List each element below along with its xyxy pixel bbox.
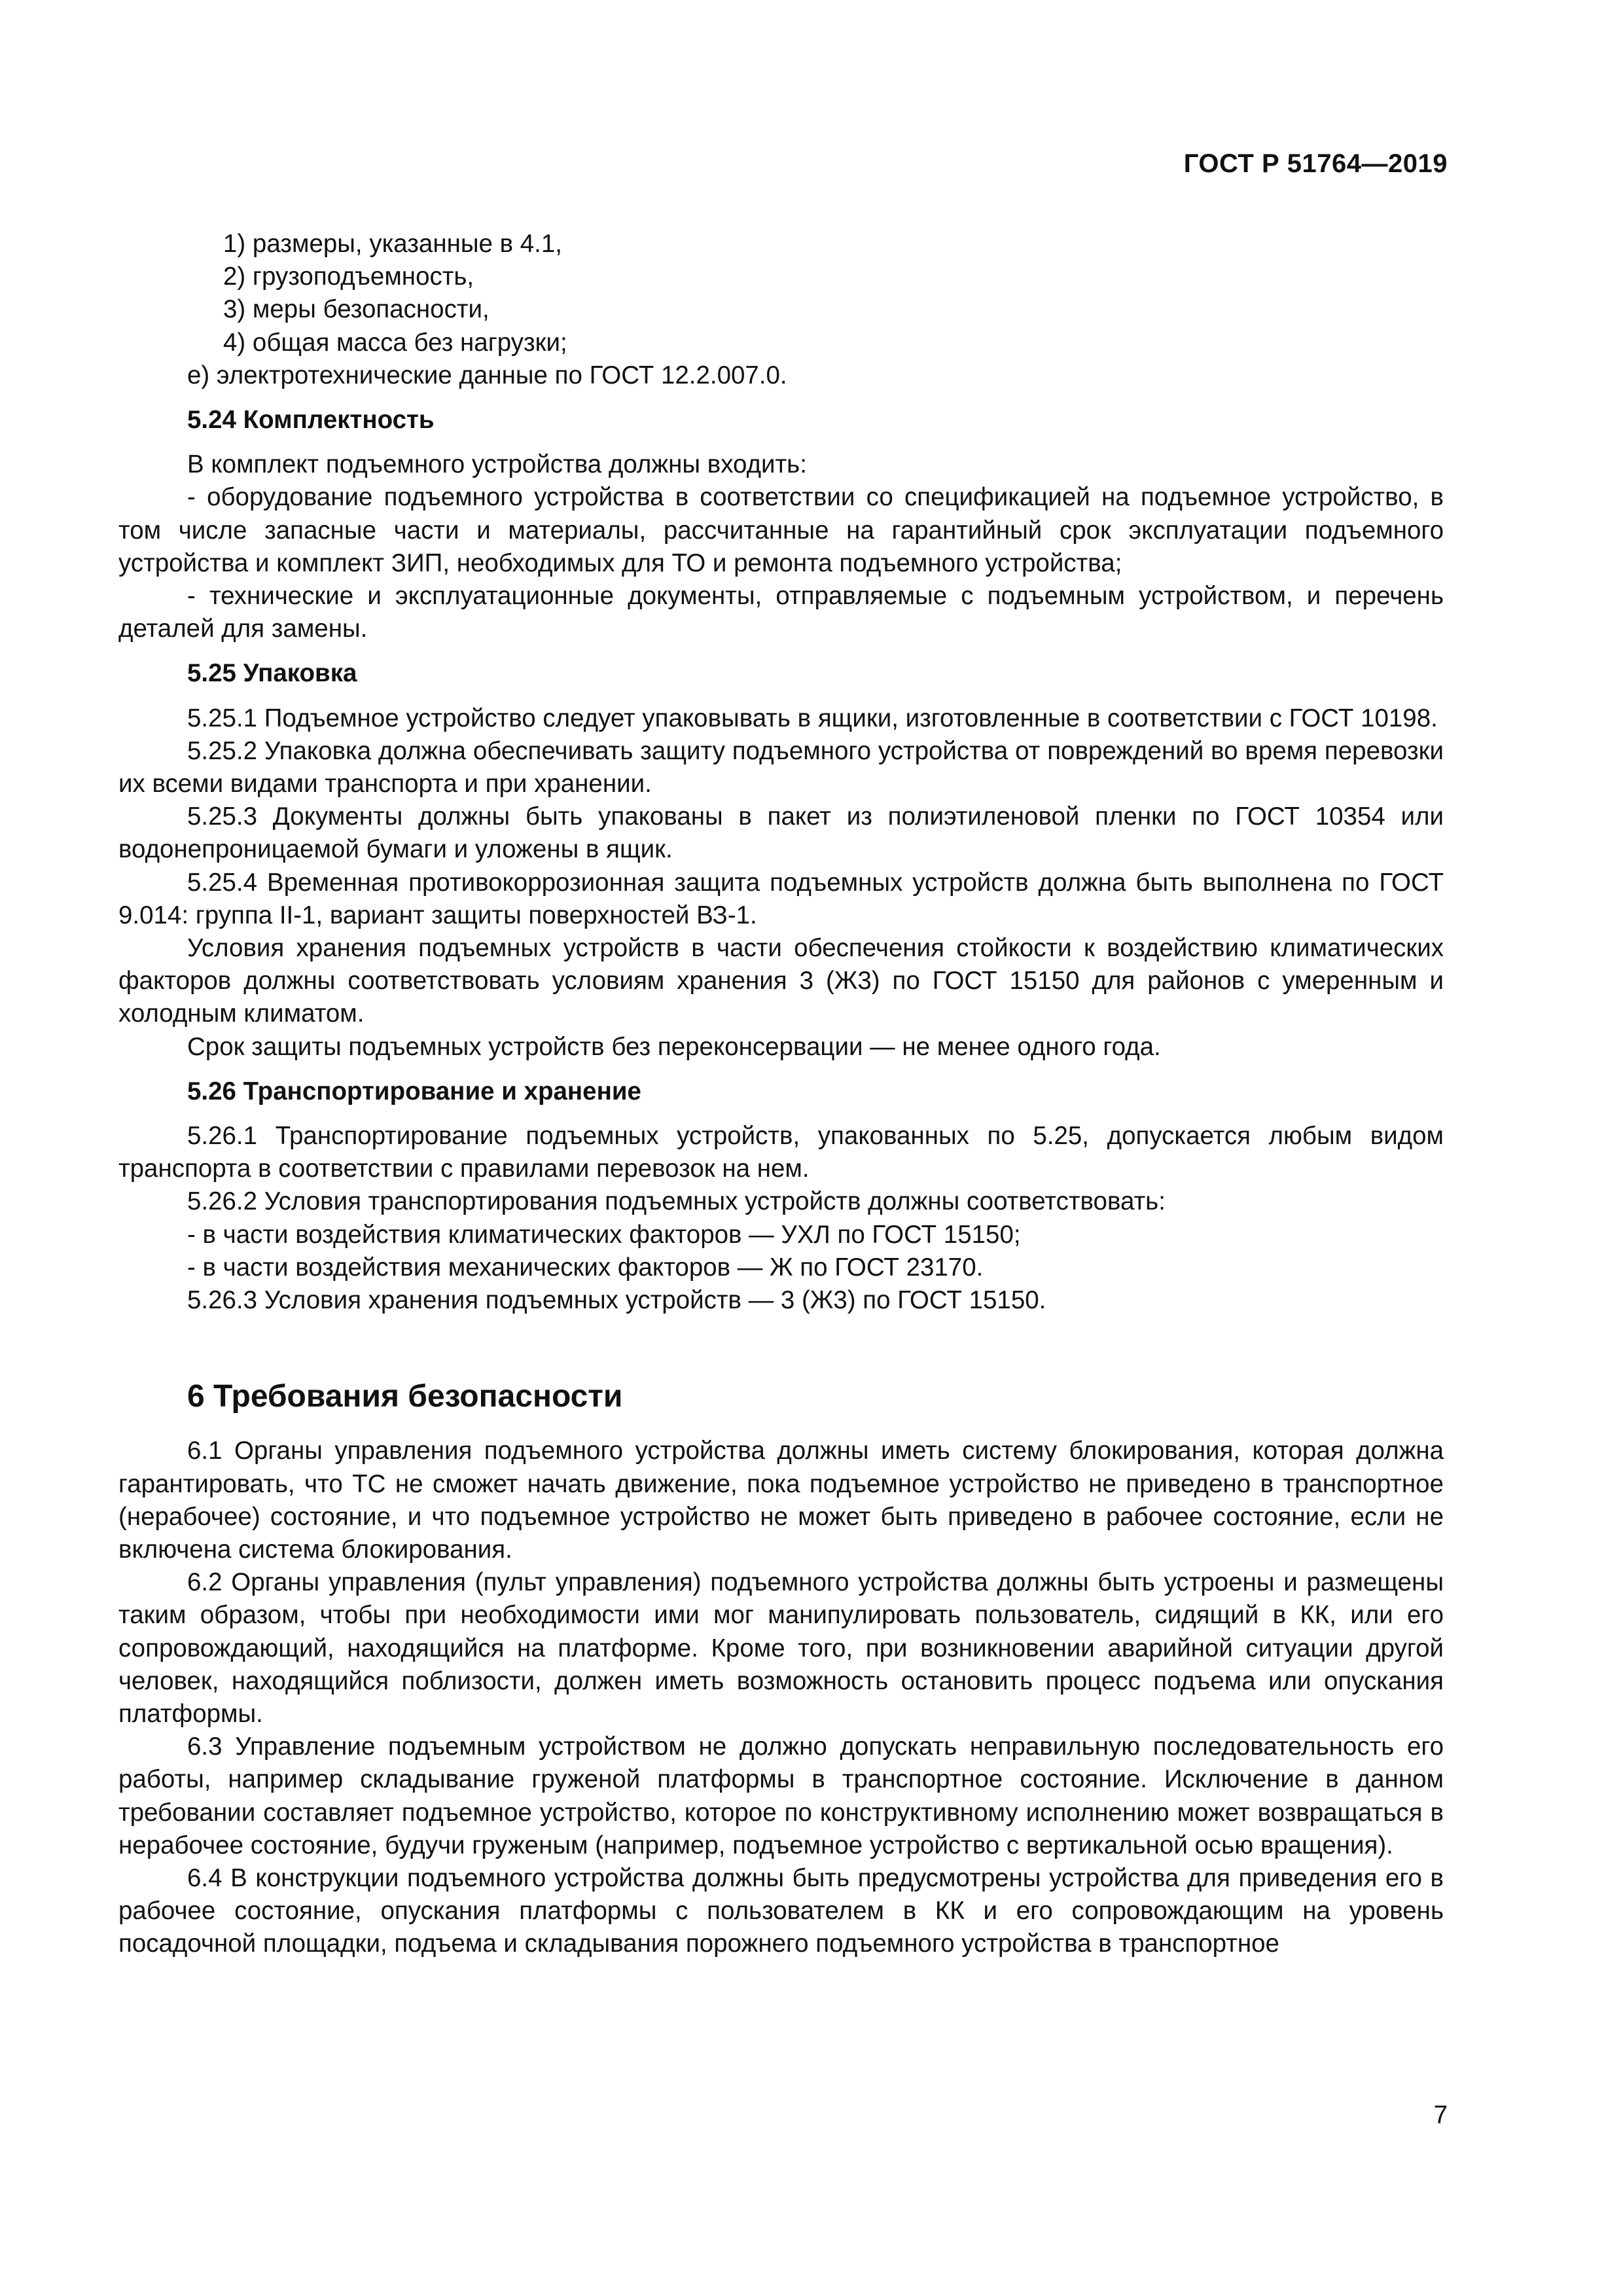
paragraph: 5.26.2 Условия транспортирования подъемных устройств должны соответствовать: — [187, 1187, 1166, 1216]
document-body — [118, 228, 1444, 1961]
list-item: 3) меры безопасности, — [223, 295, 490, 324]
list-item: 1) размеры, указанные в 4.1, — [223, 230, 562, 258]
paragraph: 5.25.1 Подъемное устройство следует упаковывать в ящики, изготовленные в соответствии с ГОСТ 10198. — [187, 704, 1438, 732]
section-heading: 5.24 Комплектность — [187, 406, 435, 435]
paragraph: 5.25.3 Документы должны быть упакованы в пакет из полиэтиленовой пленки по ГОСТ 10354 или водонепроницаемой бумаги и уложены в ящик. — [118, 802, 1444, 864]
document-header: ГОСТ Р 51764—2019 — [1183, 149, 1448, 178]
paragraph: 5.25.4 Временная противокоррозионная защита подъемных устройств должна быть выполнена по ГОСТ 9.014: группа II-1, вариант защиты поверхностей ВЗ-1. — [118, 868, 1444, 929]
paragraph: 6.3 Управление подъемным устройством не должно допускать неправильную последовательность его работы, например складывание груженой платформы в транспортное состояние. Исключение в данном требовании составляет подъемное устройство, которое по конструктивному исполнению может возвращаться в нерабочее состояние, будучи груженым (например, подъемное устройство с вертикальной осью вращения). — [118, 1732, 1444, 1859]
chapter-heading: 6 Требования безопасности — [187, 1379, 623, 1414]
list-item: е) электротехнические данные по ГОСТ 12.2.007.0. — [187, 361, 787, 389]
page-number: 7 — [1433, 2101, 1448, 2129]
list-item: 4) общая масса без нагрузки; — [223, 328, 567, 357]
section-heading: 5.25 Упаковка — [187, 659, 357, 688]
paragraph: - в части воздействия механических факторов — Ж по ГОСТ 23170. — [187, 1253, 984, 1282]
paragraph: Срок защиты подъемных устройств без переконсервации — не менее одного года. — [187, 1032, 1161, 1061]
paragraph: 5.26.1 Транспортирование подъемных устройств, упакованных по 5.25, допускается любым видом транспорта в соответствии с правилами перевозок на нем. — [118, 1122, 1444, 1183]
paragraph: 6.1 Органы управления подъемного устройства должны иметь систему блокирования, которая должна гарантировать, что ТС не сможет начать движение, пока подъемное устройство не приведено в транспортное (нерабочее) состояние, и что подъемное устройство не может быть приведено в рабочее состояние, если не включена система блокирования. — [118, 1437, 1444, 1564]
paragraph: 5.26.3 Условия хранения подъемных устройств — 3 (Ж3) по ГОСТ 15150. — [187, 1286, 1046, 1315]
paragraph: - технические и эксплуатационные документы, отправляемые с подъемным устройством, и перечень деталей для замены. — [118, 582, 1444, 643]
section-heading: 5.26 Транспортирование и хранение — [187, 1077, 641, 1105]
list-item: 2) грузоподъемность, — [223, 262, 474, 291]
paragraph: - оборудование подъемного устройства в соответствии со спецификацией на подъемное устройство, в том числе запасные части и материалы, рассчитанные на гарантийный срок эксплуатации подъемного устройства и комплект ЗИП, необходимых для ТО и ремонта подъемного устройства; — [118, 483, 1444, 577]
paragraph: 6.2 Органы управления (пульт управления) подъемного устройства должны быть устроены и размещены таким образом, чтобы при необходимости ими мог манипулировать пользователь, сидящий в КК, или его сопровождающий, находящийся на платформе. Кроме того, при возникновении аварийной ситуации другой человек, находящийся поблизости, должен иметь возможность остановить процесс подъема или опускания платформы. — [118, 1568, 1444, 1728]
paragraph: - в части воздействия климатических факторов — УХЛ по ГОСТ 15150; — [187, 1220, 1021, 1249]
paragraph: В комплект подъемного устройства должны входить: — [187, 450, 807, 479]
paragraph: Условия хранения подъемных устройств в части обеспечения стойкости к воздействию климатических факторов должны соответствовать условиям хранения 3 (Ж3) по ГОСТ 15150 для районов с умеренным и холодным климатом. — [118, 934, 1444, 1028]
paragraph: 5.25.2 Упаковка должна обеспечивать защиту подъемного устройства от повреждений во время перевозки их всеми видами транспорта и при хранении. — [118, 736, 1444, 798]
paragraph: 6.4 В конструкции подъемного устройства должны быть предусмотрены устройства для приведения его в рабочее состояние, опускания платформы с пользователем в КК и его сопровождающим на уровень посадочной площадки, подъема и складывания порожнего подъемного устройства в транспортное — [118, 1863, 1444, 1958]
